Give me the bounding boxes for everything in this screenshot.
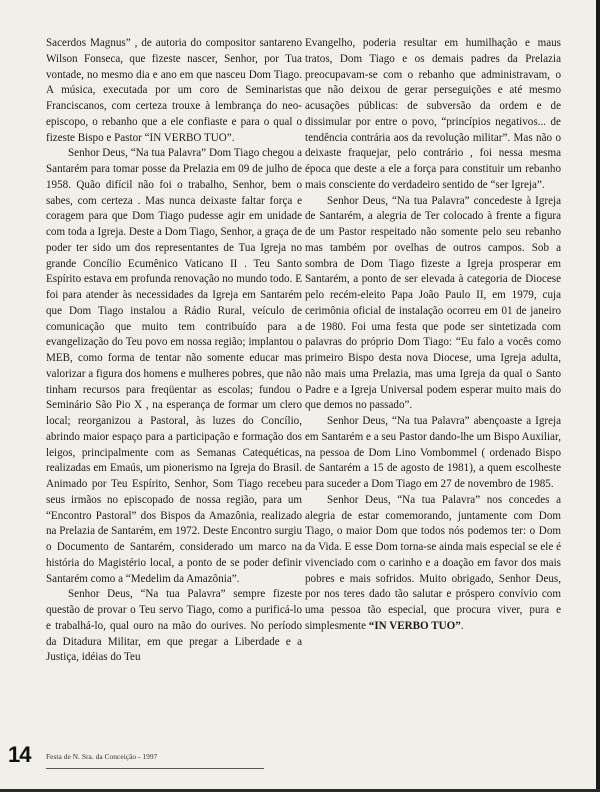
left-column	[46, 36, 302, 666]
paragraph: Senhor Deus, “Na tua Palavra” nos concedes a alegria de estar comemorando, juntamente com Dom Tiago, o maior Dom que todos nós podemos ter: o Dom da Vida. E esse Dom torna-se ainda mais especial se ele é vivenciado com o carinho e a doação em favor dos mais pobres e mais sofridos. Muito obrigado, Senhor Deus, por nos teres dado tão salutar e próspero convívio com uma pessoa tão especial, que procura viver, pura e simplesmente “IN VERBO TUO”.	[305, 493, 561, 632]
paragraph: Evangelho, poderia resultar em humilhação e maus tratos, Dom Tiago e os demais padres da Prelazia preocupavam-se com o rebanho que administravam, o que não deixou de gerar perseguições e até mesmo acusações públicas: de subversão da ordem e de dissimular por entre o povo, “princípios negativos... de tendência contrária aos da revolução militar”. Mas não o deixaste fraquejar, pelo contrário , foi nessa mesma época que deste a ele a força para constituir um rebanho mais consciente do verdadeiro sentido de “ser Igreja”.	[305, 37, 561, 191]
footer-divider	[46, 768, 264, 769]
right-column	[305, 36, 561, 635]
paragraph: Sacerdos Magnus” , de autoria do compositor santareno Wilson Fonseca, que fizeste nascer, Senhor, por Tua vontade, no mesmo dia e ano em que nasceu Dom Tiago. A música, executada por um coro de Seminaristas Franciscanos, com certeza trouxe à lembrança do neo-episcopo, o rebanho que a ele confiaste e para o qual o fizeste Bispo e Pastor “IN VERBO TUO”.	[46, 37, 302, 144]
paragraph: Senhor Deus, “Na tua Palavra” sempre fizeste questão de provar o Teu servo Tiago, como a purificá-lo e trabalhá-lo, qual ouro na mão do ourives. No período da Ditadura Militar, em que pregar a Liberdade e a Justiça, idéias do Teu	[46, 588, 302, 664]
paragraph: Senhor Deus, “Na tua Palavra” concedeste à Igreja de Santarém, a alegria de Ter colocado à frente a figura de um Pastor respeitado não somente pelo seu rebanho mas também por ovelhas de outros campos. Sob a sombra de Dom Tiago fizeste a Igreja prosperar em Santarém, a ponto de ser elevada à categoria de Diocese pelo recém-eleito Papa João Paulo II, em 1979, cuja cerimônia oficial de instalação ocorreu em 01 de janeiro de 1980. Foi uma festa que pode ser sintetizada com palavras do próprio Dom Tiago: “Eu falo a vocês como primeiro Bispo desta nova Diocese, uma Igreja adulta, não mais uma Prelazia, mas uma Igreja da qual o Santo Padre e a Igreja Universal podem esperar muito mais do que demos no passado”.	[305, 194, 561, 412]
footer-publication: Festa de N. Sra. da Conceição - 1997	[46, 752, 158, 761]
scan-edge-right	[596, 0, 600, 792]
paragraph: Senhor Deus, “Na tua Palavra” Dom Tiago chegou a Santarém para tomar posse da Prelazia em 09 de julho de 1958. Quão difícil não foi o trabalho, Senhor, bem o sabes, com certeza . Mas nunca deixaste faltar força e coragem para que Dom Tiago pudesse agir em unidade com toda a Igreja. Deste a Dom Tiago, Senhor, a graça de poder ter sido um dos representantes de Tua Igreja no grande Concílio Ecumênico Vaticano II . Teu Santo Espírito estava em profunda renovação no mundo todo. E foi para atender às necessidades da Igreja em Santarém que Dom Tiago instalou a Rádio Rural, veículo de comunicação que muito tem contribuído para a evangelização do Teu povo em nossa região; implantou o MEB, como forma de tentar não somente educar mas valorizar a figura dos homens e mulheres pobres, que não tinham recursos para freqüentar as escolas; fundou o Seminário São Pio X , na esperança de formar um clero local; reorganizou a Pastoral, às luzes do Concílio, abrindo maior espaço para a participação e formação dos leigos, principalmente com as Semanas Catequéticas, realizadas em Emaús, um pionerismo na Igreja do Brasil. Animado por Teu Espírito, Senhor, Som Tiago recebeu seus irmãos no episcopado de nossa região, para um “Encontro Pastoral” dos Bispos da Amazônia, realizado na Prelazia de Santarém, em 1972. Deste Encontro surgiu o Documento de Santarém, considerado um marco na história do Magistério local, a ponto de se poder definir Santarém como a “Medelim da Amazônia”.	[46, 147, 302, 585]
page-number: 14	[8, 742, 31, 767]
paragraph: Senhor Deus, “Na tua Palavra” abençoaste a Igreja em Santarém e a seu Pastor dando-lhe um Bispo Auxiliar, na pessoa de Dom Lino Vombommel ( ordenado Bispo de Santarém a 15 de agosto de 1981), a quem escolheste para suceder a Dom Tiago em 27 de novembro de 1985.	[305, 415, 561, 490]
